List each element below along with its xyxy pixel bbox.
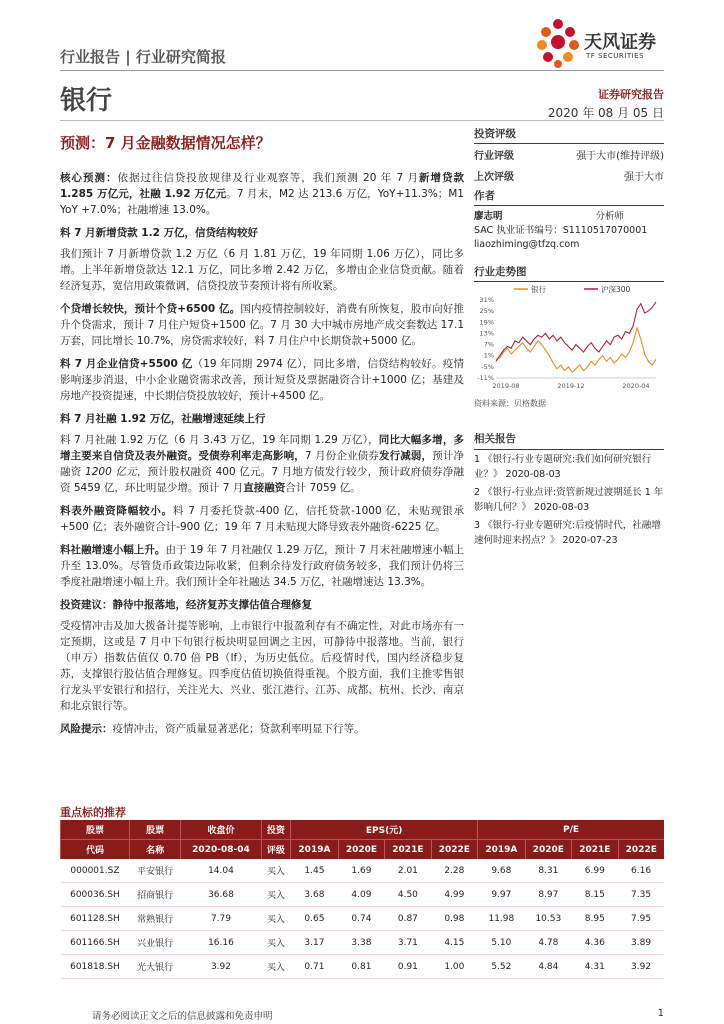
col-subhead: 2022E	[431, 840, 477, 860]
investment-paragraph: 受疫情冲击及加大拨备计提等影响，上市银行中报盈利存有不确定性，对此市场亦有一定预期，这或是 7 月中下旬银行板块明显回调之主因，可静待中报落地。当前，银行（申万）指数估值仅 0.70 倍 PB（lf），为历史低位。后疫情时代，国内经济稳步复苏，支撑银行股估值合理修复。四季度估值切换值得重视。个股方面，我们主推零售银行龙头平安银行和招行，关注光大、兴业、张江港行、江苏、成都、杭州、长沙、南京和北京银行等。	[60, 620, 464, 712]
related-report-item[interactable]: 3 《银行-行业专题研究:后疫情时代，社融增速何时迎来拐点？》 2020-07-23	[474, 520, 661, 546]
table-cell: 平安银行	[129, 859, 180, 883]
table-cell: 16.16	[181, 931, 261, 955]
report-headline: 预测：7 月金融数据情况怎样？	[60, 134, 271, 152]
sf-text-a: 料 7 月社融 1.92 万亿（6 月 3.43 万亿，19 年同期 1.29 万亿），	[60, 434, 379, 446]
col-head-code-1: 股票	[61, 820, 130, 840]
table-cell: 14.04	[181, 859, 261, 883]
table-cell: 3.38	[338, 931, 384, 955]
table-cell: 6.99	[572, 859, 618, 883]
table-cell: 1.69	[338, 859, 384, 883]
series-line	[496, 328, 656, 373]
corporate-loans-text: （19 年同期 2974 亿），同比多增，信贷结构较好。疫情影响逐步消退，中小企业融资需求改善，预计短贷及票据融资合计+1000 亿；基建及房地产投资提速，中长期信贷投放较好，预计+4500 亿。	[60, 358, 464, 402]
x-tick-label: 2019-12	[557, 382, 585, 390]
table-cell: 4.99	[431, 883, 477, 907]
table-cell: 0.98	[431, 907, 477, 931]
col-subhead: 2020E	[525, 840, 571, 860]
author-cert: SAC 执业证书编号：S1110517070001	[474, 225, 648, 236]
col-subhead: 2021E	[572, 840, 618, 860]
footer-disclaimer: 请务必阅读正文之后的信息披露和免责申明	[92, 1011, 273, 1022]
col-subhead: 2022E	[618, 840, 664, 860]
table-row	[61, 907, 665, 931]
y-tick-label: 1%	[483, 351, 494, 360]
report-date: 2020 年 08 月 05 日	[547, 106, 664, 120]
chart-source: 资料来源：贝格数据	[474, 399, 546, 408]
sf-text-h: 直接融资	[243, 482, 286, 494]
y-tick-label: 13%	[479, 329, 494, 338]
y-tick-label: -5%	[481, 362, 494, 371]
trend-heading: 行业走势图	[474, 262, 664, 282]
y-tick-label: -11%	[477, 374, 494, 382]
table-row	[61, 931, 665, 955]
loans-paragraph: 我们预计 7 月新增贷款 1.2 万亿（6 月 1.81 万亿，19 年同期 1.06 万亿），同比多增。上半年新增贷款达 12.1 万亿，同比多增 2.42 万亿，多增由企业信贷贡献。随着经济复苏，宽信用政策微调，信贷投放节奏预计将有所收紧。	[60, 248, 464, 292]
trend-chart	[474, 282, 664, 394]
table-cell: 1.00	[431, 955, 477, 979]
table-cell: 36.68	[181, 883, 261, 907]
risk-lead: 风险提示：	[60, 723, 113, 735]
report-type: 证券研究报告	[598, 88, 664, 101]
series-line	[496, 302, 656, 361]
related-report-item[interactable]: 2 《银行-行业点评:资管新规过渡期延长 1 年影响几何？》 2020-08-03	[474, 487, 664, 513]
table-cell: 0.87	[385, 907, 431, 931]
table-cell: 600036.SH	[61, 883, 130, 907]
table-cell: 3.89	[618, 931, 664, 955]
table-cell: 3.68	[291, 883, 339, 907]
previous-rating-label: 上次评级	[474, 172, 514, 183]
page-number: 1	[657, 1008, 664, 1019]
social-financing-paragraph	[60, 432, 464, 496]
col-subhead: 代码	[61, 840, 130, 860]
table-cell: 8.31	[525, 859, 571, 883]
table-row	[61, 883, 665, 907]
table-cell: 9.97	[478, 883, 526, 907]
table-cell: 买入	[261, 931, 291, 955]
risk-paragraph	[60, 721, 464, 737]
col-head-rating-1: 投资	[261, 820, 291, 840]
col-head-price-1: 收盘价	[181, 820, 261, 840]
table-cell: 4.15	[431, 931, 477, 955]
logo-text-cn: 天风证券	[584, 32, 656, 53]
y-tick-label: 25%	[479, 307, 494, 316]
col-subhead: 2019A	[291, 840, 339, 860]
table-cell: 招商银行	[129, 883, 180, 907]
table-cell: 4.78	[525, 931, 571, 955]
previous-rating-row	[474, 165, 664, 186]
table-cell: 10.53	[525, 907, 571, 931]
table-cell: 0.71	[291, 955, 339, 979]
table-cell: 9.68	[478, 859, 526, 883]
table-cell: 买入	[261, 859, 291, 883]
y-tick-label: 19%	[479, 318, 494, 327]
trend-panel	[474, 262, 664, 282]
table-cell: 4.36	[572, 931, 618, 955]
table-cell: 买入	[261, 955, 291, 979]
table-cell: 601818.SH	[61, 955, 130, 979]
table-cell: 4.31	[572, 955, 618, 979]
personal-loans-paragraph	[60, 301, 464, 349]
off-balance-lead: 料表外融资降幅较小。	[60, 505, 173, 517]
author-info	[474, 210, 664, 252]
personal-loans-text: 国内疫情控制较好，消费有所恢复，股市向好推升个贷需求，预计 7 月住户短贷+1500 亿。7 月 30 大中城市房地产成交套数达 17.1 万套，同比增长 10.7%，房贷需求较好，料 7 月住户中长期贷款+5000 亿。	[60, 303, 464, 347]
table-cell: 6.16	[618, 859, 664, 883]
col-subhead: 名称	[129, 840, 180, 860]
table-cell: 7.79	[181, 907, 261, 931]
table-cell: 3.92	[618, 955, 664, 979]
author-panel	[474, 186, 664, 252]
title-divider	[60, 120, 664, 121]
table-row	[61, 859, 665, 883]
table-cell: 000001.SZ	[61, 859, 130, 883]
x-tick-label: 2020-04	[622, 382, 650, 390]
report-category: 行业报告 | 行业研究简报	[60, 48, 226, 66]
col-subhead: 2020-08-04	[181, 840, 261, 860]
table-cell: 601128.SH	[61, 907, 130, 931]
sf-text-b: 同比大幅多增，多增主要来自信贷及表外融资。受债券利率走高影响，	[60, 434, 464, 462]
core-forecast-bold: 新增贷款 1.285 万亿元，社融 1.92 万亿元	[60, 172, 464, 200]
table-cell: 买入	[261, 883, 291, 907]
table-cell: 5.10	[478, 931, 526, 955]
industry-title: 银行	[60, 86, 113, 116]
rating-heading: 投资评级	[474, 124, 664, 144]
related-report-item[interactable]: 1 《银行-行业专题研究:我们如何研究银行业？》 2020-08-03	[474, 454, 652, 480]
table-cell: 5.52	[478, 955, 526, 979]
table-cell: 买入	[261, 907, 291, 931]
core-forecast-text: 依据过往信贷投放规律及行业观察等，我们预测 20 年 7 月	[117, 172, 420, 184]
table-cell: 11.98	[478, 907, 526, 931]
table-cell: 7.95	[618, 907, 664, 931]
industry-rating-value: 强于大市(维持评级)	[576, 151, 664, 162]
table-cell: 光大银行	[129, 955, 180, 979]
table-row	[61, 955, 665, 979]
sf-text-g: ，预计股权融资 400 亿元。7 月地方债发行较少，预计政府债券净融资 5459 亿，环比明显少增。预计 7 月	[60, 466, 465, 494]
col-subhead: 2019A	[478, 840, 526, 860]
sf-text-e: 预计净融资	[60, 450, 465, 478]
industry-rating-label: 行业评级	[474, 151, 514, 162]
col-subhead: 2021E	[385, 840, 431, 860]
x-tick-label: 2019-08	[492, 382, 520, 390]
related-reports	[474, 430, 664, 551]
table-cell: 4.09	[338, 883, 384, 907]
table-cell: 7.35	[618, 883, 664, 907]
table-cell: 2.01	[385, 859, 431, 883]
col-head-eps: EPS(元)	[291, 820, 478, 840]
industry-rating-row	[474, 144, 664, 165]
table-cell: 0.81	[338, 955, 384, 979]
logo-text-en: TF SECURITIES	[586, 52, 645, 60]
table-cell: 2.28	[431, 859, 477, 883]
table-cell: 1.45	[291, 859, 339, 883]
corporate-loans-paragraph	[60, 356, 464, 404]
table-cell: 8.15	[572, 883, 618, 907]
legend-label: 沪深300	[601, 285, 631, 294]
corporate-loans-lead: 料 7 月企业信贷+5500 亿	[60, 358, 193, 370]
section-social-financing-heading: 料 7 月社融 1.92 万亿，社融增速延续上行	[60, 413, 266, 425]
off-balance-paragraph	[60, 503, 464, 535]
sf-text-c: 7 月份企业债券	[304, 450, 379, 462]
sf-growth-lead: 料社融增速小幅上升。	[60, 544, 166, 556]
risk-text: 疫情冲击，资产质量显著恶化；贷款利率明显下行等。	[112, 723, 365, 735]
core-forecast-paragraph	[60, 170, 464, 218]
core-forecast-tail: 。7 月末，M2 达 213.6 万亿，YoY+11.3%；M1 YoY +7.0%；社融增速 13.0%。	[60, 188, 464, 216]
table-cell: 0.65	[291, 907, 339, 931]
stock-table-title: 重点标的推荐	[60, 806, 126, 819]
table-cell: 601166.SH	[61, 931, 130, 955]
table-cell: 常熟银行	[129, 907, 180, 931]
table-cell: 8.97	[525, 883, 571, 907]
col-head-pe: P/E	[478, 820, 664, 840]
rating-panel	[474, 124, 664, 186]
author-email[interactable]: liaozhiming@tfzq.com	[474, 239, 580, 250]
previous-rating-value: 强于大市	[624, 172, 664, 183]
sf-growth-text: 由于 19 年 7 月社融仅 1.29 万亿，预计 7 月末社融增速小幅上升至 13.0%。尽管货币政策边际收紧，但剩余待发行政府债务较多，我们预计仍将三季度社融增速小幅上升。我们预计全年社融达 34.5 万亿，社融增速达 13.3%。	[60, 544, 464, 588]
stock-recommendation-table	[60, 820, 664, 979]
legend-label: 银行	[531, 285, 546, 294]
author-title: 分析师	[595, 211, 624, 222]
table-cell: 兴业银行	[129, 931, 180, 955]
y-tick-label: 31%	[479, 296, 494, 304]
table-cell: 3.71	[385, 931, 431, 955]
sf-text-f: 1200 亿元	[81, 466, 137, 478]
logo-flower-icon	[532, 14, 584, 74]
table-cell: 3.92	[181, 955, 261, 979]
off-balance-text: 料 7 月委托贷款-400 亿，信托贷款-1000 亿，未贴现银承+500 亿；表外融资合计-900 亿；19 年 7 月未贴现大降导致表外融资-6225 亿。	[60, 505, 465, 533]
section-loans-heading: 料 7 月新增贷款 1.2 万亿，信贷结构较好	[60, 227, 259, 239]
trend-chart-svg	[474, 282, 664, 394]
section-investment-heading: 投资建议：静待中报落地，经济复苏支撑估值合理修复	[60, 599, 312, 611]
col-subhead: 2020E	[338, 840, 384, 860]
personal-loans-lead: 个贷增长较快，预计个贷+6500 亿。	[60, 303, 241, 315]
sf-text-i: 合计 7059 亿。	[285, 482, 361, 494]
related-heading: 相关报告	[474, 430, 664, 450]
core-forecast-lead: 核心预测：	[60, 172, 118, 184]
y-tick-label: 7%	[483, 340, 494, 349]
author-name: 廖志明	[474, 211, 503, 222]
table-cell: 0.74	[338, 907, 384, 931]
col-head-name-1: 股票	[129, 820, 180, 840]
table-cell: 8.95	[572, 907, 618, 931]
col-subhead: 评级	[261, 840, 291, 860]
table-cell: 4.84	[525, 955, 571, 979]
table-cell: 4.50	[385, 883, 431, 907]
table-cell: 0.91	[385, 955, 431, 979]
author-heading: 作者	[474, 186, 664, 206]
main-body	[60, 170, 464, 744]
table-cell: 3.17	[291, 931, 339, 955]
sf-growth-paragraph	[60, 542, 464, 590]
sf-text-d: 发行减弱，	[378, 450, 433, 462]
